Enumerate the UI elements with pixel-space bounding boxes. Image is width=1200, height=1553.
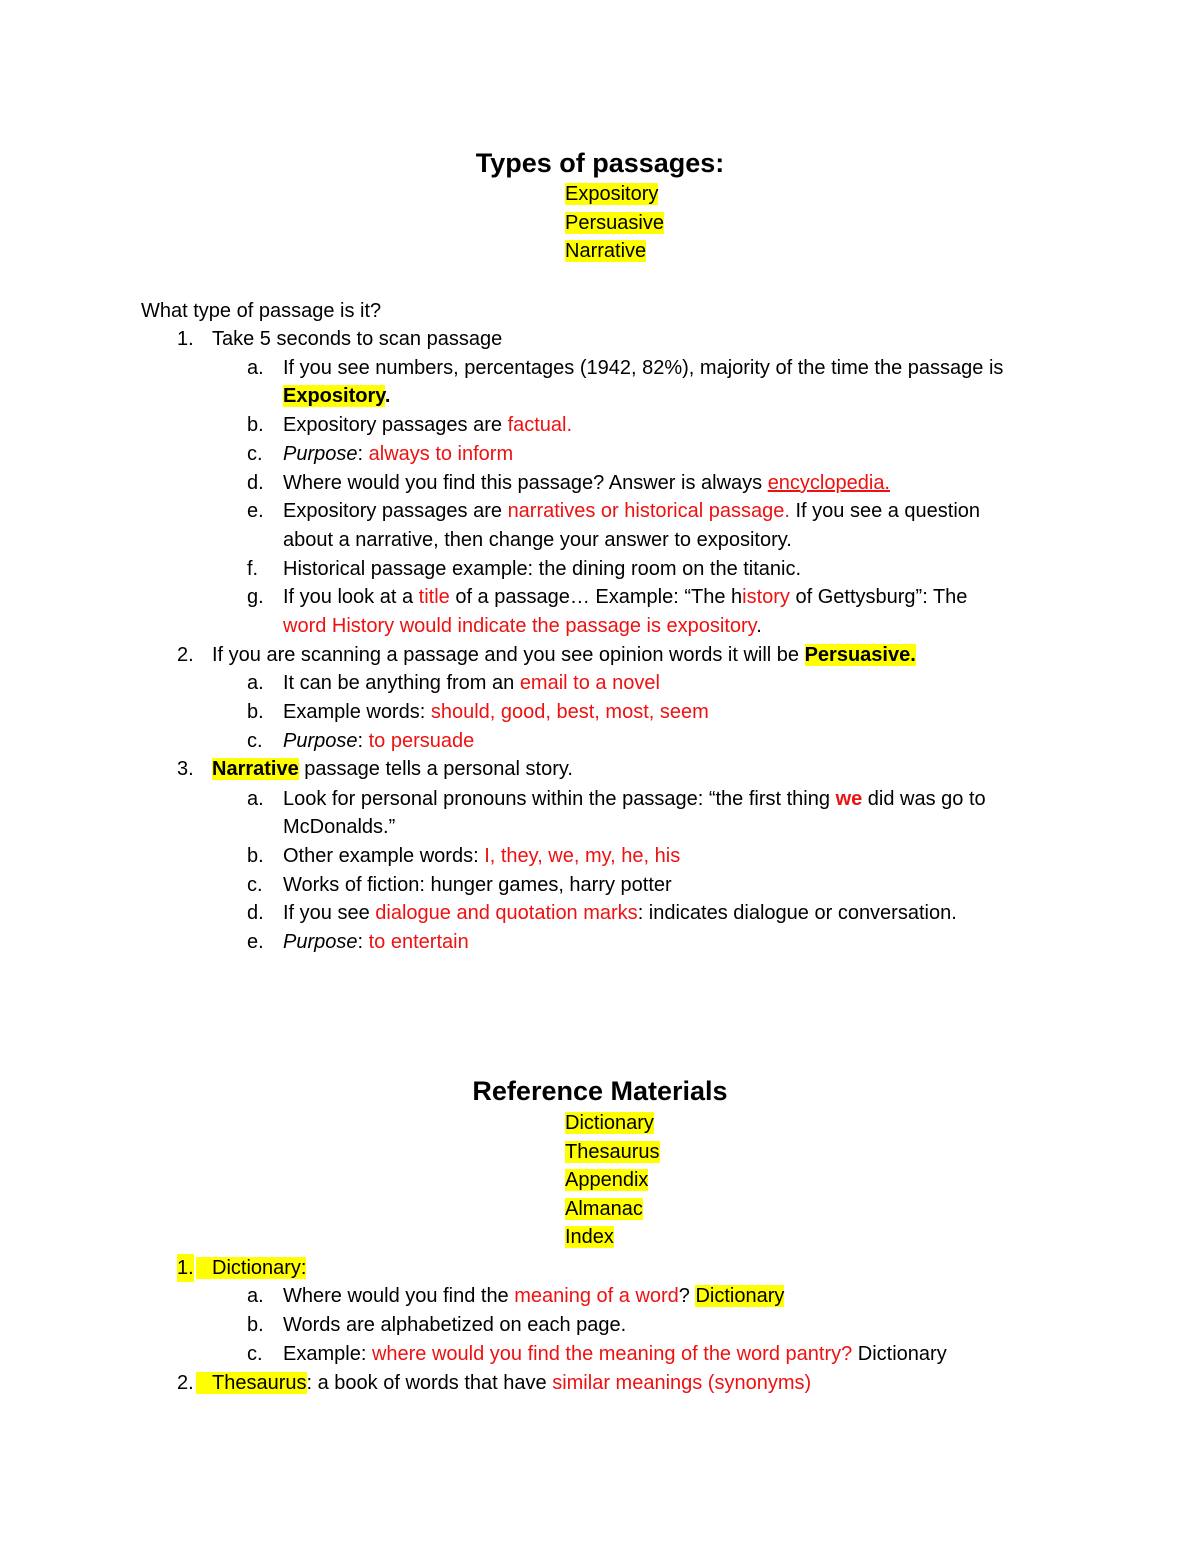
- type-narrative: Narrative: [565, 240, 647, 263]
- list-marker: b.: [247, 1314, 264, 1336]
- list-marker: 3.: [177, 758, 194, 780]
- highlight-persuasive: Persuasive.: [804, 644, 916, 666]
- reference-materials-list: [565, 1109, 660, 1252]
- list-item: Narrative passage tells a personal story.: [212, 758, 573, 780]
- list-item: If you see numbers, percentages (1942, 82%), majority of the time the passage is: [283, 357, 1004, 379]
- list-marker: 1.: [177, 1254, 194, 1282]
- list-item: Example: where would you find the meaning of the word pantry? Dictionary: [283, 1343, 947, 1365]
- list-item: Expository passages are factual.: [283, 414, 573, 436]
- list-marker: 2.: [177, 1372, 194, 1394]
- highlight-expository: Expository: [283, 385, 385, 407]
- list-marker: d.: [247, 472, 264, 494]
- list-item: Expository passages are narratives or historical passage. If you see a question: [283, 500, 981, 522]
- material-dictionary: Dictionary: [565, 1112, 654, 1134]
- list-item-continuation: about a narrative, then change your answer to expository.: [283, 529, 792, 551]
- list-item-continuation: Expository.: [283, 385, 391, 407]
- list-marker: b.: [247, 845, 264, 867]
- list-marker: d.: [247, 902, 264, 924]
- list-marker: b.: [247, 701, 264, 723]
- material-almanac: Almanac: [565, 1197, 643, 1220]
- type-persuasive: Persuasive: [565, 211, 664, 234]
- section-title-reference-materials: Reference Materials: [472, 1076, 728, 1106]
- material-index: Index: [565, 1226, 614, 1249]
- type-expository: Expository: [565, 183, 659, 205]
- highlight-thesaurus: Thesaurus: [196, 1372, 307, 1394]
- highlight-narrative: Narrative: [212, 758, 299, 780]
- list-item: Other example words: I, they, we, my, he, his: [283, 845, 681, 867]
- list-marker: f.: [247, 558, 259, 580]
- list-marker: 1.: [177, 328, 194, 350]
- list-item: [196, 1254, 306, 1282]
- list-item: Look for personal pronouns within the passage: “the first thing we did was go to: [283, 788, 986, 810]
- list-marker: a.: [247, 672, 264, 694]
- list-item: Historical passage example: the dining room on the titanic.: [283, 558, 802, 580]
- list-item: Take 5 seconds to scan passage: [212, 328, 503, 350]
- list-marker: e.: [247, 500, 264, 522]
- question-line: What type of passage is it?: [141, 300, 382, 322]
- list-item: Words are alphabetized on each page.: [283, 1314, 627, 1336]
- list-marker: e.: [247, 931, 264, 953]
- list-marker: c.: [247, 730, 263, 752]
- list-item: Where would you find the meaning of a word? Dictionary: [283, 1285, 785, 1307]
- list-item: Thesaurus: a book of words that have similar meanings (synonyms): [196, 1369, 811, 1397]
- list-item: Works of fiction: hunger games, harry potter: [283, 874, 672, 896]
- list-marker: c.: [247, 1343, 263, 1365]
- list-item: Where would you find this passage? Answer is always encyclopedia.: [283, 472, 890, 494]
- section-title-types-of-passages: Types of passages:: [475, 148, 725, 178]
- list-item: Purpose: to entertain: [283, 931, 469, 953]
- list-item: If you are scanning a passage and you see opinion words it will be Persuasive.: [212, 644, 916, 666]
- list-marker: c.: [247, 443, 263, 465]
- list-item: Purpose: always to inform: [283, 443, 514, 465]
- list-item: Example words: should, good, best, most, seem: [283, 701, 709, 723]
- list-item: It can be anything from an email to a novel: [283, 672, 660, 694]
- list-item-continuation: McDonalds.”: [283, 816, 396, 838]
- list-marker: a.: [247, 788, 264, 810]
- material-thesaurus: Thesaurus: [565, 1140, 660, 1163]
- list-marker: a.: [247, 357, 264, 379]
- list-marker: 2.: [177, 644, 194, 666]
- highlight-dictionary: Dictionary:: [196, 1257, 306, 1279]
- list-marker: a.: [247, 1285, 264, 1307]
- list-marker: g.: [247, 586, 264, 608]
- list-item: Purpose: to persuade: [283, 730, 475, 752]
- list-item: If you see dialogue and quotation marks: indicates dialogue or conversation.: [283, 902, 957, 924]
- list-item: If you look at a title of a passage… Example: “The history of Gettysburg”: The: [283, 586, 968, 608]
- material-appendix: Appendix: [565, 1169, 649, 1192]
- list-marker: c.: [247, 874, 263, 896]
- list-marker: b.: [247, 414, 264, 436]
- list-item-continuation: word History would indicate the passage is expository.: [283, 615, 762, 637]
- passage-types-list: [565, 180, 664, 266]
